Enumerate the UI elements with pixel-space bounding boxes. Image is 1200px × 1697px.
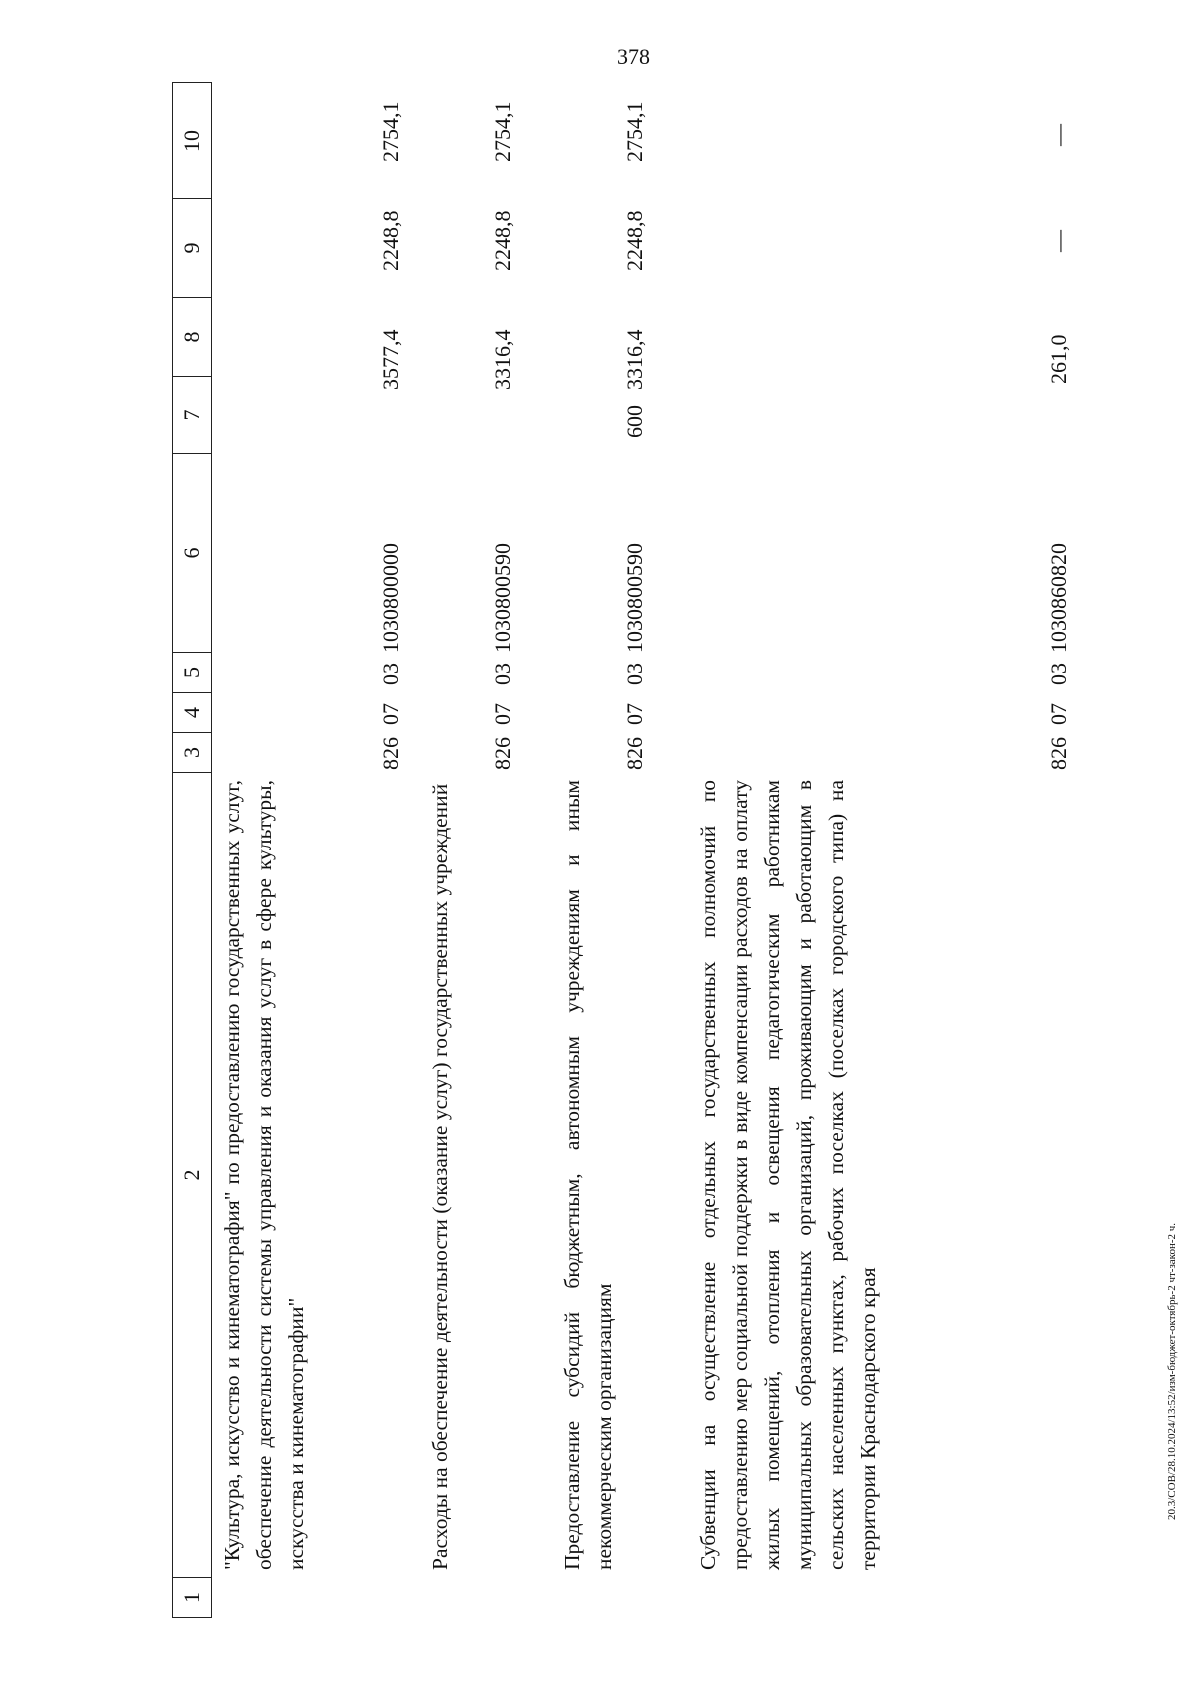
cell-c7: 600 [622, 405, 647, 438]
row-description: "Культура, искусство и кинематография" по предоставлению государственных услуг, обеспечение деятельности системы управления и оказания услуг в сфере культуры, искусства и кинематографии" [220, 780, 308, 1570]
col-header-8: 8 [173, 297, 211, 376]
cell-c9: — [1046, 230, 1071, 252]
cell-c3: 826 [490, 737, 515, 770]
col-header-3: 3 [173, 732, 211, 772]
cell-c4: 07 [622, 703, 647, 725]
row-description: Предоставление субсидий бюджетным, автономным учреждениям и иным некоммерческим организациям [560, 780, 616, 1570]
cell-c10: 2754,1 [378, 101, 403, 162]
footer-code: 20.3/СОВ/28.10.2024/13:52/изм-бюджет-октябрь-2 чт-закон-2 ч. [1166, 1222, 1178, 1520]
col-header-6: 6 [173, 453, 211, 652]
budget-table [172, 82, 1172, 1618]
cell-c5: 03 [622, 663, 647, 685]
page-number: 378 [617, 44, 650, 69]
cell-c6: 1030860820 [1046, 543, 1071, 653]
cell-c9: 2248,8 [378, 210, 403, 271]
cell-c5: 03 [1046, 663, 1071, 685]
col-header-4: 4 [173, 692, 211, 732]
table-header [172, 82, 212, 1618]
cell-c4: 07 [1046, 703, 1071, 725]
cell-c4: 07 [490, 703, 515, 725]
cell-c8: 3316,4 [490, 329, 515, 390]
cell-c3: 826 [1046, 737, 1071, 770]
col-header-2: 2 [173, 772, 211, 1577]
row-description: Субвенции на осуществление отдельных государственных полномочий по предоставлению мер социальной поддержки в виде компенсации расходов на оплату жилых помещений, отопления и освещения педагогическим работникам муниципальных образовательных организаций, проживающим и работающим в сельских населенных пунктах, рабочих поселках (поселках городского типа) на территории Краснодарского края [696, 780, 880, 1570]
col-header-1: 1 [173, 1577, 211, 1617]
cell-c6: 1030800590 [622, 543, 647, 653]
cell-c4: 07 [378, 703, 403, 725]
cell-c8: 261,0 [1046, 334, 1071, 384]
cell-c10: — [1046, 124, 1071, 146]
col-header-9: 9 [173, 198, 211, 297]
col-header-7: 7 [173, 376, 211, 453]
cell-c9: 2248,8 [490, 210, 515, 271]
row-description: Расходы на обеспечение деятельности (оказание услуг) государственных учреждений [428, 783, 452, 1570]
cell-c8: 3577,4 [378, 329, 403, 390]
cell-c6: 1030800000 [378, 543, 403, 653]
cell-c6: 1030800590 [490, 543, 515, 653]
cell-c3: 826 [622, 737, 647, 770]
cell-c3: 826 [378, 737, 403, 770]
cell-c8: 3316,4 [622, 329, 647, 390]
cell-c10: 2754,1 [490, 101, 515, 162]
cell-c9: 2248,8 [622, 210, 647, 271]
cell-c5: 03 [378, 663, 403, 685]
cell-c5: 03 [490, 663, 515, 685]
cell-c10: 2754,1 [622, 101, 647, 162]
col-header-5: 5 [173, 652, 211, 692]
col-header-10: 10 [179, 130, 204, 152]
